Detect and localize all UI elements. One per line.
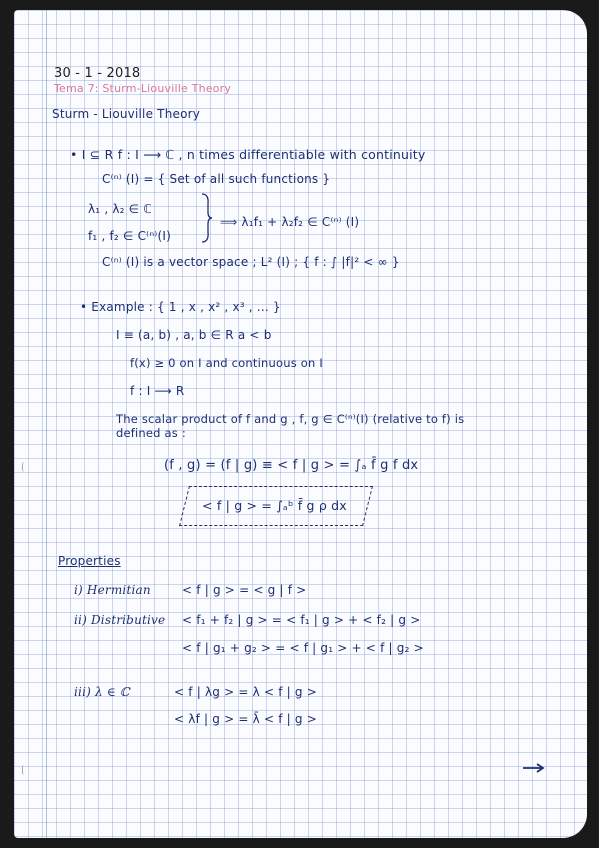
weight-condition-line: f(x) ≥ 0 on I and continuous on I	[130, 356, 323, 370]
distributive-formula-2: < f | g₁ + g₂ > = < f | g₁ > + < f | g₂ >	[182, 641, 424, 655]
interval-line: I ≡ (a, b) , a, b ∈ R a < b	[116, 328, 272, 342]
binding-hole	[22, 462, 27, 472]
linearity-label: iii) λ ∈ ℂ	[74, 685, 130, 699]
distributive-formula-1: < f₁ + f₂ | g > = < f₁ | g > + < f₂ | g >	[182, 613, 421, 627]
date: 30 - 1 - 2018	[54, 66, 141, 81]
properties-title: Properties	[58, 554, 121, 568]
lambda-line: λ₁ , λ₂ ∈ ℂ	[88, 202, 152, 216]
linear-combination: ⟹ λ₁f₁ + λ₂f₂ ∈ C⁽ⁿ⁾ (I)	[220, 215, 360, 229]
topic-title: Tema 7: Sturm-Liouville Theory	[54, 82, 232, 95]
functions-line: f₁ , f₂ ∈ C⁽ⁿ⁾(I)	[88, 229, 171, 243]
definition-line-2: C⁽ⁿ⁾ (I) = { Set of all such functions }	[102, 172, 331, 186]
scalar-product-line-2: defined as :	[116, 426, 186, 440]
vector-space-line: C⁽ⁿ⁾ (I) is a vector space ; L² (I) ; { f : ∫ |f|² < ∞ }	[102, 255, 400, 269]
distributive-label: ii) Distributive	[74, 613, 166, 627]
notebook-page	[14, 10, 587, 838]
linearity-formula-1: < f | λg > = λ < f | g >	[174, 685, 318, 699]
right-brace-icon	[200, 192, 214, 244]
binding-hole	[22, 765, 27, 775]
example-line: • Example : { 1 , x , x² , x³ , ... }	[80, 300, 281, 314]
linearity-formula-2: < λf | g > = λ̄ < f | g >	[174, 712, 318, 726]
definition-line-1: • I ⊆ R f : I ⟶ ℂ , n times differentiable with continuity	[70, 147, 426, 162]
scalar-product-line-1: The scalar product of f and g , f, g ∈ C⁽ⁿ⁾(I) (relative to f) is	[116, 412, 465, 426]
margin-line	[46, 10, 47, 838]
scalar-product-formula: (f , g) = (f | g) ≡ < f | g > = ∫ₐ f̄ g f dx	[164, 458, 419, 473]
weight-map-line: f : I ⟶ R	[130, 384, 185, 398]
boxed-formula: < f | g > = ∫ₐᵇ f̄ g ρ dx	[202, 498, 347, 513]
hermitian-label: i) Hermitian	[74, 583, 151, 597]
section-title: Sturm - Liouville Theory	[52, 107, 201, 121]
arrow-right-icon	[522, 762, 546, 774]
hermitian-formula: < f | g > = < g | f >	[182, 583, 307, 597]
